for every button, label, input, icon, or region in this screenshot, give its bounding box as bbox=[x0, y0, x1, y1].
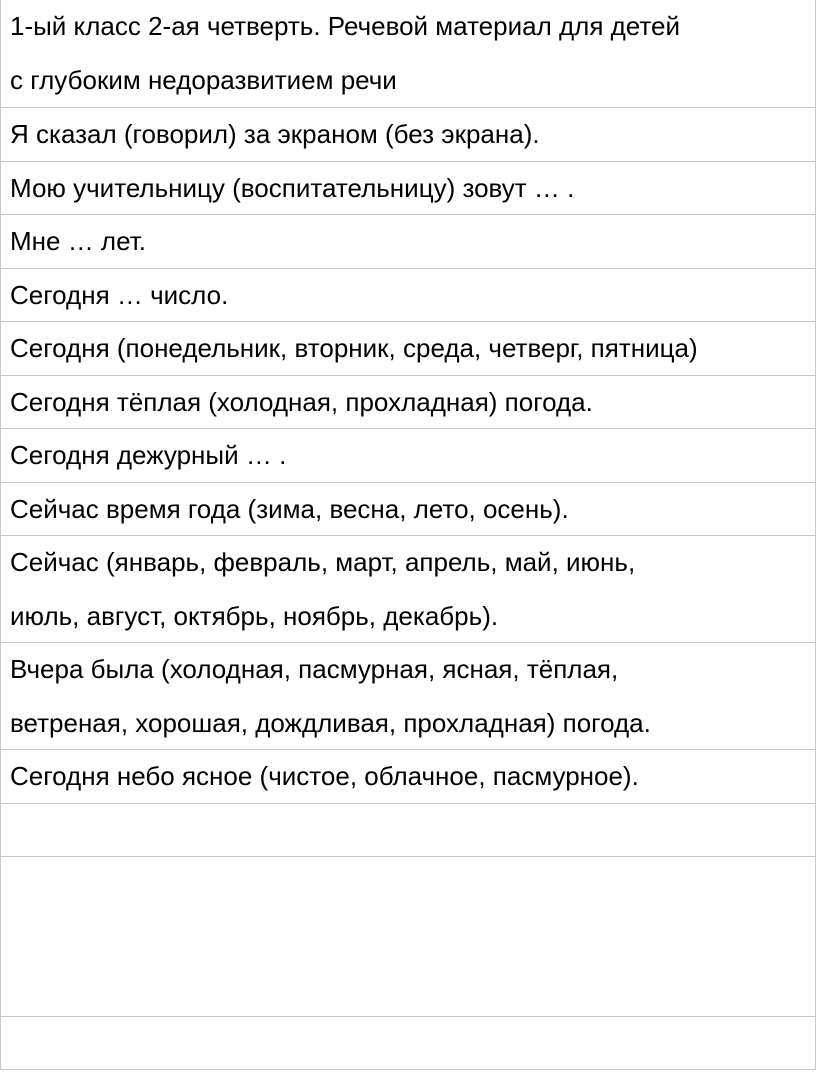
months-line-2: июль, август, октябрь, ноябрь, декабрь). bbox=[10, 600, 499, 631]
phrase-text: Сегодня дежурный … . bbox=[10, 440, 287, 470]
phrase-text: Сегодня … число. bbox=[10, 279, 229, 310]
phrase-text: Я сказал (говорил) за экраном (без экрана). bbox=[10, 119, 540, 149]
table-row-weather bbox=[1, 642, 815, 749]
table-row-months bbox=[1, 535, 815, 642]
empty-table-row bbox=[1, 1016, 815, 1070]
table-row bbox=[1, 214, 815, 268]
table-row-sky bbox=[1, 749, 815, 803]
phrase-text: Сегодня тёплая (холодная, прохладная) погода. bbox=[10, 386, 593, 417]
table-row bbox=[1, 375, 815, 429]
table-row bbox=[1, 482, 815, 536]
phrase-text: Мне … лет. bbox=[10, 226, 146, 256]
table-row bbox=[1, 107, 815, 161]
empty-table-row bbox=[1, 856, 815, 1016]
weather-line-2: ветреная, хорошая, дождливая, прохладная) погода. bbox=[10, 707, 651, 738]
empty-table-row bbox=[1, 803, 815, 857]
weather-line-1: Вчера была (холодная, пасмурная, ясная, тёплая, bbox=[10, 654, 619, 684]
table-row bbox=[1, 428, 815, 482]
phrase-text: Сейчас время года (зима, весна, лето, осень). bbox=[10, 493, 569, 524]
phrase-text: Мою учительницу (воспитательницу) зовут … . bbox=[10, 172, 575, 203]
table-row bbox=[1, 161, 815, 215]
table-row bbox=[1, 321, 815, 375]
months-line-1: Сейчас (январь, февраль, март, апрель, май, июнь, bbox=[10, 547, 636, 577]
title-line-1: 1-ый класс 2-ая четверть. Речевой материал для детей bbox=[10, 11, 680, 41]
phrase-text: Сегодня небо ясное (чистое, облачное, пасмурное). bbox=[10, 761, 639, 791]
table-row-title bbox=[1, 0, 815, 107]
phrase-text: Сегодня (понедельник, вторник, среда, четверг, пятница) bbox=[10, 333, 698, 363]
title-line-2: с глубоким недоразвитием речи bbox=[10, 64, 397, 95]
table-row bbox=[1, 268, 815, 322]
